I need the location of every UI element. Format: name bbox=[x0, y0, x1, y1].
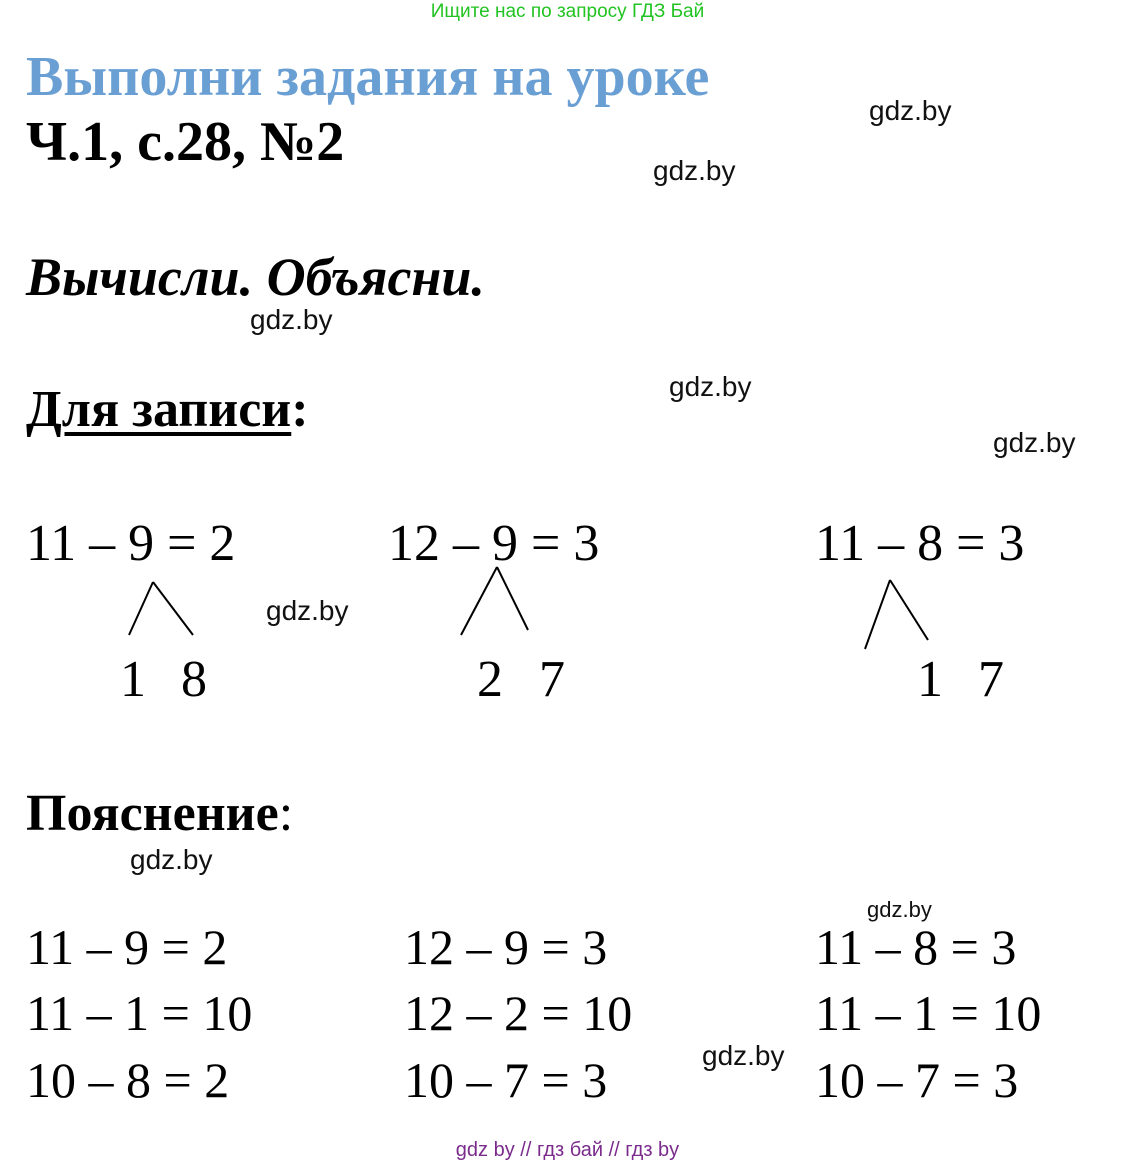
branch-line bbox=[865, 580, 890, 649]
explanation-line: 11 – 8 = 3 bbox=[815, 919, 1017, 975]
explanation-line: 10 – 8 = 2 bbox=[26, 1052, 230, 1108]
watermark: gdz.by bbox=[266, 595, 349, 626]
part-digit: 1 bbox=[917, 651, 943, 708]
explanation-line: 10 – 7 = 3 bbox=[815, 1052, 1019, 1108]
page-title: Выполни задания на уроке bbox=[26, 46, 710, 108]
watermark: gdz.by bbox=[993, 427, 1076, 458]
footer-links: gdz by // гдз бай // гдз by bbox=[455, 1139, 680, 1161]
explanation-heading-text: Пояснение bbox=[26, 785, 279, 842]
watermark: gdz.by bbox=[867, 897, 932, 922]
part-digit: 8 bbox=[181, 651, 207, 708]
part-digit: 2 bbox=[477, 651, 503, 708]
watermark: gdz.by bbox=[702, 1040, 785, 1071]
part-digit: 7 bbox=[539, 651, 565, 708]
record-heading-colon: : bbox=[291, 381, 309, 438]
explanation-line: 11 – 1 = 10 bbox=[26, 985, 253, 1041]
part-digit: 1 bbox=[120, 651, 146, 708]
record-heading-text: Для записи bbox=[26, 381, 292, 438]
record-equation: 11 – 8 = 3 bbox=[815, 515, 1025, 572]
branch-line bbox=[129, 582, 153, 635]
watermark: gdz.by bbox=[653, 155, 736, 186]
watermark: gdz.by bbox=[250, 304, 333, 335]
branch-line bbox=[497, 567, 528, 630]
branch-line bbox=[890, 580, 928, 640]
part-digit: 7 bbox=[978, 651, 1004, 708]
explanation-heading-colon: : bbox=[278, 785, 294, 842]
watermark: gdz.by bbox=[669, 371, 752, 402]
branch-line bbox=[153, 582, 193, 635]
record-equation: 12 – 9 = 3 bbox=[388, 515, 600, 572]
task-reference: Ч.1, с.28, №2 bbox=[26, 111, 345, 173]
watermark: gdz.by bbox=[869, 95, 952, 126]
watermark: gdz.by bbox=[130, 844, 213, 875]
explanation-line: 12 – 2 = 10 bbox=[404, 985, 633, 1041]
explanation-line: 10 – 7 = 3 bbox=[404, 1052, 608, 1108]
explanation-line: 11 – 1 = 10 bbox=[815, 985, 1042, 1041]
task-instruction: Вычисли. Объясни. bbox=[26, 247, 485, 307]
explanation-line: 11 – 9 = 2 bbox=[26, 919, 228, 975]
explanation-line: 12 – 9 = 3 bbox=[404, 919, 608, 975]
record-equation: 11 – 9 = 2 bbox=[26, 515, 236, 572]
top-banner: Ищите нас по запросу ГДЗ Бай bbox=[430, 1, 705, 22]
branch-line bbox=[461, 567, 497, 635]
explanation-heading bbox=[26, 782, 293, 846]
